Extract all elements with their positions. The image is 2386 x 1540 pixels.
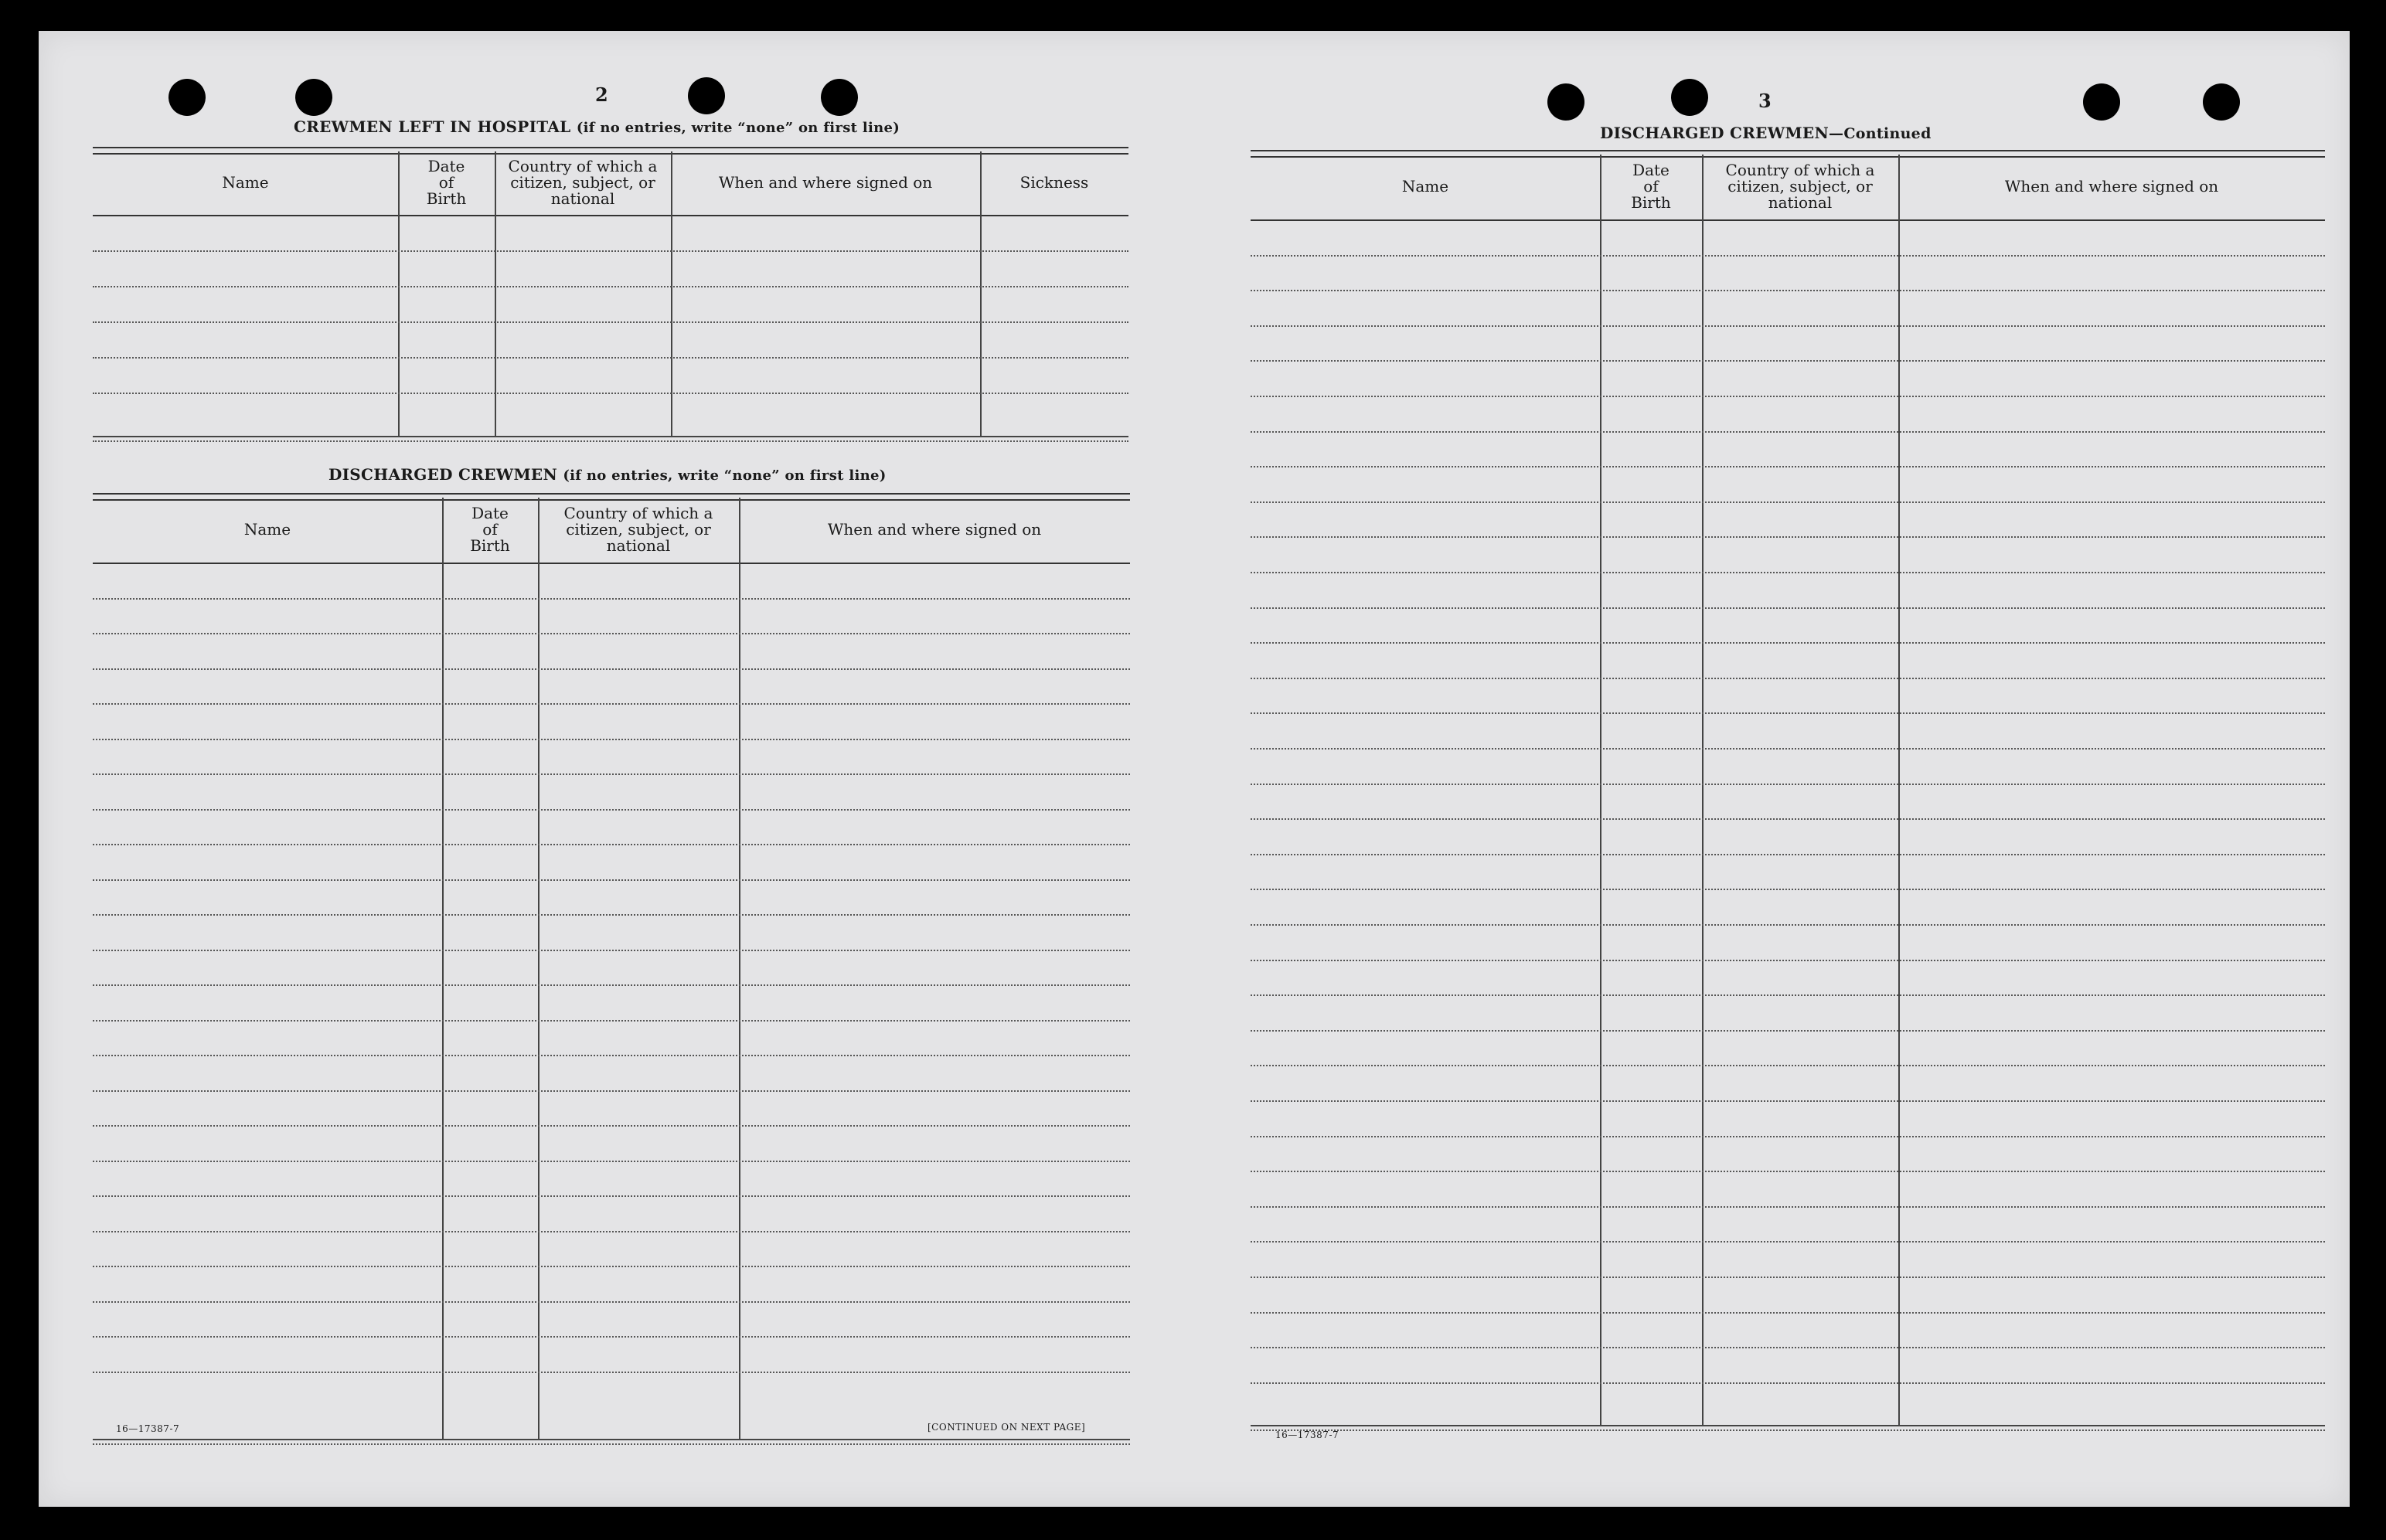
table-row	[1251, 748, 2325, 750]
punch-hole	[821, 79, 858, 116]
header-rule	[93, 215, 1128, 216]
table-row	[93, 668, 1130, 670]
table-row	[1251, 818, 2325, 820]
table-row	[1251, 1171, 2325, 1172]
table-row	[93, 739, 1130, 740]
column-divider	[1898, 155, 1900, 1426]
discharged-continued-title	[1600, 124, 1932, 142]
table-row	[93, 1372, 1130, 1373]
table-row	[1251, 396, 2325, 397]
form-number-right: 16—17387-7	[1275, 1430, 1339, 1440]
table-row	[1251, 1241, 2325, 1243]
table-row	[1251, 1206, 2325, 1208]
table-row	[93, 1336, 1130, 1338]
column-header: Country of which a citizen, subject, or national	[563, 503, 713, 555]
page-number-left: 2	[595, 83, 608, 106]
discharged-continued-text: DISCHARGED CREWMEN	[1600, 124, 1829, 142]
continued-label: —Continued	[1829, 125, 1932, 142]
page-number-right: 3	[1758, 90, 1772, 112]
column-header: When and where signed on	[827, 519, 1042, 539]
table-row	[1251, 1382, 2325, 1384]
column-divider	[538, 498, 539, 1440]
table-row	[1251, 1136, 2325, 1137]
column-divider	[1702, 155, 1704, 1426]
table-row	[1251, 1277, 2325, 1278]
table-row	[1251, 325, 2325, 327]
table-row	[93, 1195, 1130, 1197]
column-divider	[980, 151, 982, 437]
table-row	[1251, 501, 2325, 503]
table-row	[1251, 431, 2325, 433]
table-row	[1251, 642, 2325, 644]
table-row	[1251, 466, 2325, 467]
table-row	[1251, 994, 2325, 996]
column-header: Sickness	[1019, 172, 1089, 192]
punch-hole	[1671, 79, 1708, 116]
continued-note: [CONTINUED ON NEXT PAGE]	[928, 1422, 1086, 1433]
punch-hole	[168, 79, 206, 116]
column-divider	[671, 151, 672, 437]
table-row	[93, 633, 1130, 634]
table-row	[1251, 255, 2325, 257]
punch-hole	[1547, 83, 1584, 121]
table-row	[93, 950, 1130, 951]
table-row	[1251, 889, 2325, 890]
table-row	[93, 703, 1130, 705]
table-row	[1251, 536, 2325, 538]
table-bottom-rule	[93, 436, 1128, 442]
discharged-continued-table	[1251, 150, 2325, 1430]
table-row	[93, 914, 1130, 916]
column-header: Name	[222, 172, 269, 192]
table-row	[1251, 1065, 2325, 1066]
table-row	[93, 809, 1130, 811]
column-header: Name	[1401, 176, 1449, 195]
table-row	[1251, 607, 2325, 609]
table-row	[1251, 712, 2325, 714]
column-header: Country of which a citizen, subject, or national	[508, 156, 658, 208]
punch-hole	[2203, 83, 2240, 121]
hospital-section-title	[294, 117, 900, 136]
table-row	[93, 393, 1128, 394]
column-header: Date of Birth	[470, 503, 510, 555]
table-row	[1251, 678, 2325, 679]
table-row	[1251, 1100, 2325, 1102]
table-row	[1251, 784, 2325, 785]
column-header: Name	[243, 519, 291, 539]
header-rule	[1251, 219, 2325, 221]
form-number-left: 16—17387-7	[116, 1423, 180, 1434]
table-row	[93, 844, 1130, 845]
punch-hole	[2083, 83, 2120, 121]
column-header: When and where signed on	[718, 172, 933, 192]
table-row	[93, 250, 1128, 252]
hospital-title-text: CREWMEN LEFT IN HOSPITAL	[294, 117, 571, 136]
table-row	[1251, 924, 2325, 926]
table-row	[93, 1125, 1130, 1127]
table-row	[93, 773, 1130, 775]
table-row	[1251, 960, 2325, 961]
discharged-title-text: DISCHARGED CREWMEN	[328, 465, 558, 484]
table-row	[1251, 360, 2325, 362]
table-row	[1251, 572, 2325, 573]
column-header: Country of which a citizen, subject, or national	[1725, 160, 1875, 212]
table-row	[93, 286, 1128, 287]
discharged-title-note: (if no entries, write “none” on first line)	[563, 467, 887, 484]
table-row	[93, 357, 1128, 359]
hospital-title-note: (if no entries, write “none” on first line)	[576, 120, 900, 136]
table-row	[93, 598, 1130, 600]
column-divider	[1600, 155, 1601, 1426]
table-row	[1251, 1347, 2325, 1348]
column-header: Date of Birth	[426, 156, 467, 208]
table-row	[93, 1090, 1130, 1092]
header-rule	[93, 563, 1130, 564]
column-divider	[739, 498, 740, 1440]
table-row	[1251, 854, 2325, 855]
table-row	[93, 321, 1128, 323]
table-row	[93, 1020, 1130, 1022]
table-row	[1251, 1030, 2325, 1032]
table-row	[1251, 1312, 2325, 1314]
table-row	[93, 1055, 1130, 1056]
column-divider	[495, 151, 496, 437]
hospital-table	[93, 147, 1128, 440]
table-row	[93, 1301, 1130, 1303]
table-row	[1251, 290, 2325, 291]
table-bottom-rule	[93, 1439, 1130, 1445]
column-divider	[442, 498, 444, 1440]
punch-hole	[688, 77, 725, 114]
discharged-table	[93, 493, 1130, 1443]
table-row	[93, 1266, 1130, 1267]
table-row	[93, 879, 1130, 881]
table-row	[93, 1231, 1130, 1232]
document-sheet	[39, 31, 2350, 1507]
column-divider	[398, 151, 400, 437]
table-row	[93, 984, 1130, 986]
column-header: When and where signed on	[2004, 176, 2219, 195]
table-row	[93, 1161, 1130, 1162]
discharged-section-title	[328, 465, 887, 484]
punch-hole	[295, 79, 332, 116]
column-header: Date of Birth	[1631, 160, 1671, 212]
table-bottom-rule	[1251, 1425, 2325, 1431]
